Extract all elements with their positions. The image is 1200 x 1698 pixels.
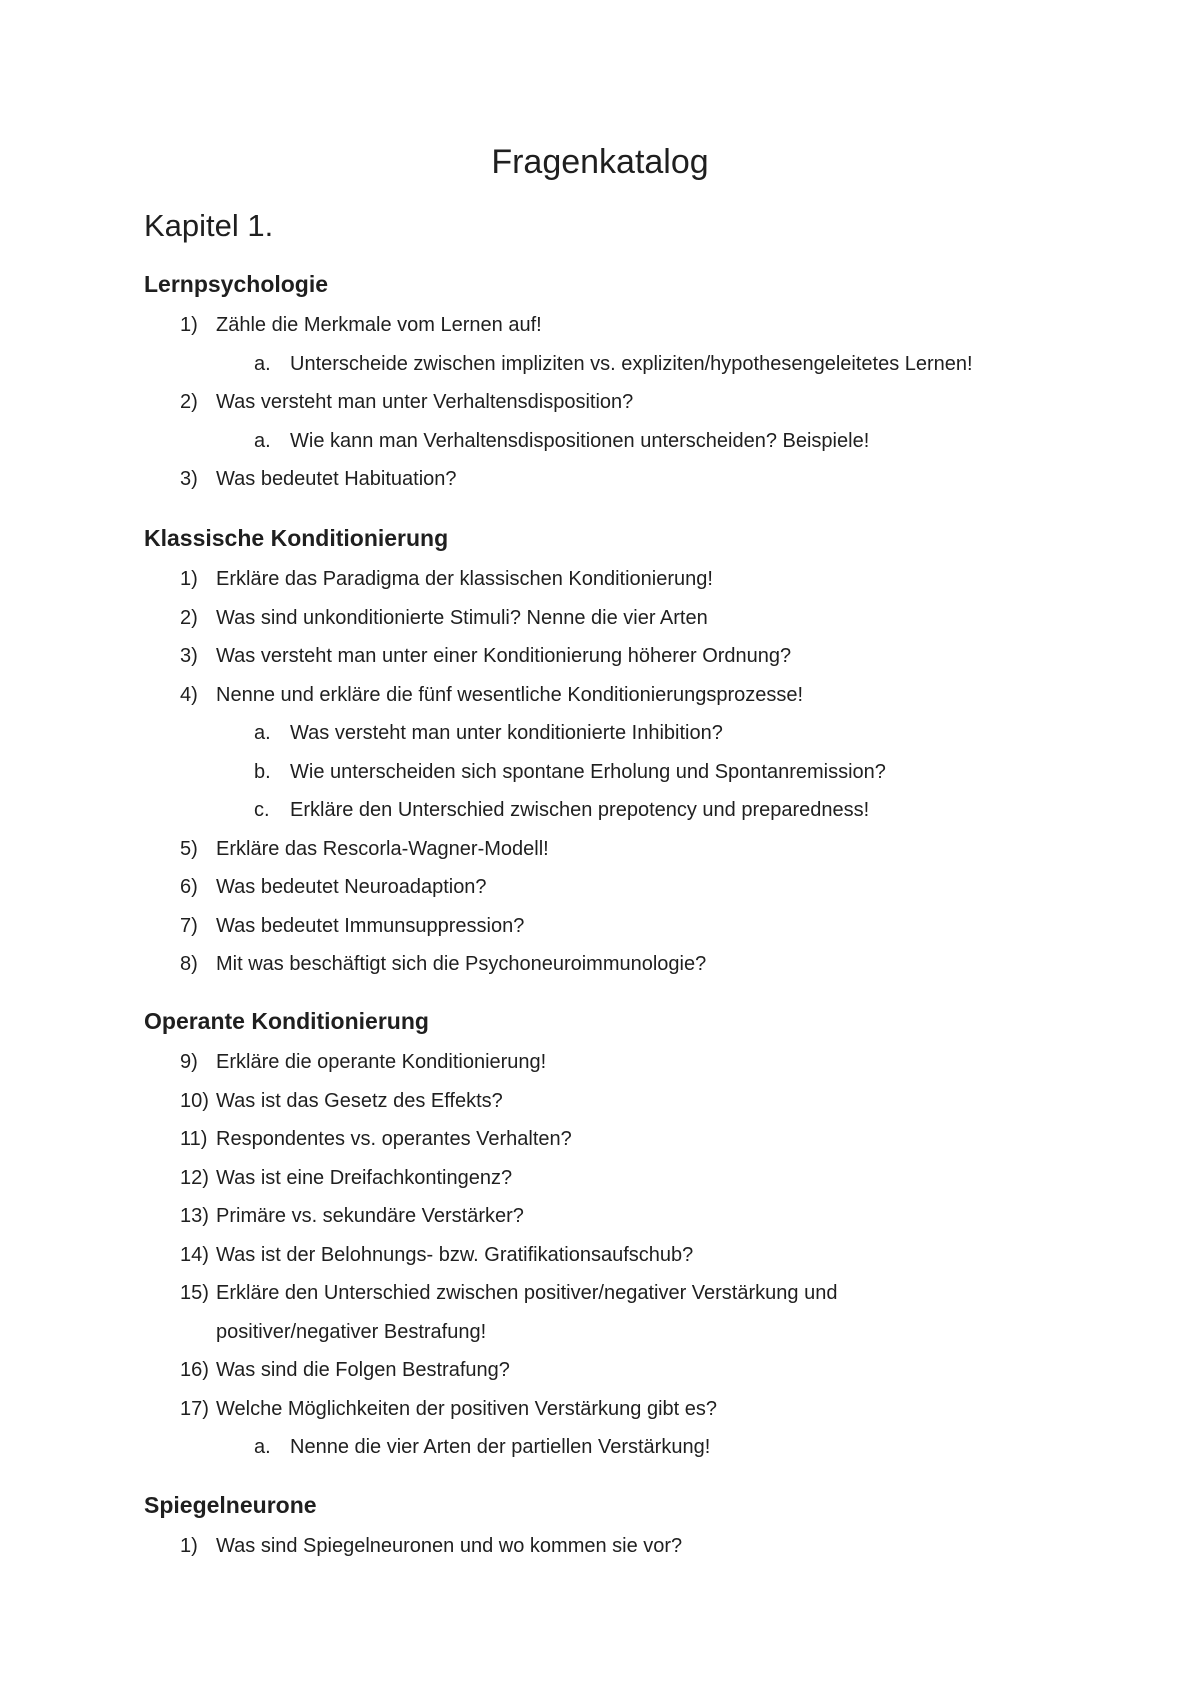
question-text: Was ist eine Dreifachkontingenz?: [216, 1166, 513, 1189]
question-number: 14): [180, 1243, 209, 1266]
question-number: 7): [180, 914, 198, 937]
question-item: [144, 1390, 1104, 1429]
question-item: [144, 907, 1104, 946]
question-text: Mit was beschäftigt sich die Psychoneuroimmunologie?: [216, 953, 707, 975]
section-lernpsychologie: [144, 268, 1104, 499]
section-spiegelneurone: [144, 1489, 1104, 1566]
sub-question-letter: a.: [254, 722, 271, 744]
document-title: Fragenkatalog: [491, 143, 709, 181]
question-number: 2): [180, 391, 198, 413]
question-item: [144, 868, 1104, 907]
question-number: 8): [180, 953, 198, 975]
question-number: 3): [180, 468, 198, 490]
sub-question-letter: b.: [254, 760, 271, 783]
question-text: Respondentes vs. operantes Verhalten?: [216, 1128, 572, 1150]
section-heading: Operante Konditionierung: [144, 1008, 429, 1034]
question-number: 4): [180, 683, 198, 706]
question-text: Erkläre das Paradigma der klassischen Konditionierung!: [216, 568, 713, 590]
chapter-heading: Kapitel 1.: [144, 208, 274, 243]
sub-question-item: [144, 753, 1104, 792]
sub-question-letter: c.: [254, 799, 270, 821]
question-text: Erkläre das Rescorla-Wagner-Modell!: [216, 837, 549, 860]
sub-question-item: [144, 345, 1104, 384]
question-item: [144, 1043, 1104, 1082]
question-item: [144, 599, 1104, 638]
sub-question-text: Nenne die vier Arten der partiellen Verstärkung!: [290, 1436, 711, 1458]
question-item: [144, 1236, 1104, 1275]
question-item: [144, 460, 1104, 499]
question-item: [144, 1197, 1104, 1236]
question-text: Was versteht man unter einer Konditionierung höherer Ordnung?: [216, 645, 792, 667]
sub-question-text: Wie kann man Verhaltensdispositionen unterscheiden? Beispiele!: [290, 429, 870, 452]
section-heading: Spiegelneurone: [144, 1492, 317, 1518]
question-number: 6): [180, 876, 198, 898]
question-number: 5): [180, 837, 198, 860]
section-heading: Lernpsychologie: [144, 271, 329, 297]
sub-question-text: Erkläre den Unterschied zwischen prepotency und preparedness!: [290, 799, 870, 821]
question-number: 1): [180, 314, 198, 336]
question-item: [144, 1527, 1104, 1566]
question-text: Was bedeutet Immunsuppression?: [216, 914, 525, 937]
question-number: 3): [180, 645, 198, 667]
question-text: Was sind unkonditionierte Stimuli? Nenne die vier Arten: [216, 606, 708, 629]
question-text: Primäre vs. sekundäre Verstärker?: [216, 1205, 524, 1227]
question-item: [144, 1120, 1104, 1159]
sub-question-text: Unterscheide zwischen impliziten vs. expliziten/hypothesengeleitetes Lernen!: [290, 352, 973, 375]
question-item: [144, 945, 1104, 984]
question-text: Erkläre den Unterschied zwischen positiver/negativer Verstärkung und positiver/negativer Bestrafung!: [216, 1282, 838, 1343]
sub-question-item: [144, 714, 1104, 753]
question-item: [144, 830, 1104, 869]
sub-question-letter: a.: [254, 1436, 271, 1458]
question-number: 15): [180, 1282, 209, 1304]
question-number: 12): [180, 1166, 209, 1189]
question-number: 16): [180, 1359, 209, 1381]
sub-question-text: Wie unterscheiden sich spontane Erholung und Spontanremission?: [290, 760, 886, 783]
question-text: Erkläre die operante Konditionierung!: [216, 1051, 547, 1073]
question-text: Was sind die Folgen Bestrafung?: [216, 1359, 510, 1381]
question-item: [144, 676, 1104, 715]
question-item: [144, 560, 1104, 599]
question-text: Was bedeutet Habituation?: [216, 468, 457, 490]
question-number: 13): [180, 1205, 209, 1227]
question-text: Was bedeutet Neuroadaption?: [216, 876, 487, 898]
question-number: 1): [180, 568, 198, 590]
sub-question-letter: a.: [254, 352, 271, 375]
question-number: 9): [180, 1051, 198, 1073]
question-number: 17): [180, 1397, 209, 1420]
section-heading: Klassische Konditionierung: [144, 525, 449, 551]
sub-question-item: [144, 791, 1104, 830]
question-text: Was ist der Belohnungs- bzw. Gratifikationsaufschub?: [216, 1243, 694, 1266]
sub-question-item: [144, 1428, 1104, 1467]
question-item: [144, 383, 1104, 422]
question-item: [144, 306, 1104, 345]
question-number: 2): [180, 606, 198, 629]
question-text: Was sind Spiegelneuronen und wo kommen sie vor?: [216, 1535, 683, 1557]
question-item: [144, 1274, 1104, 1351]
sub-question-letter: a.: [254, 429, 271, 452]
question-text: Nenne und erkläre die fünf wesentliche Konditionierungsprozesse!: [216, 683, 804, 706]
question-text: Zähle die Merkmale vom Lernen auf!: [216, 314, 542, 336]
question-item: [144, 1082, 1104, 1121]
sub-question-item: [144, 422, 1104, 461]
question-number: 10): [180, 1089, 209, 1112]
question-number: 11): [180, 1128, 208, 1150]
question-text: Was ist das Gesetz des Effekts?: [216, 1089, 503, 1112]
question-text: Welche Möglichkeiten der positiven Verstärkung gibt es?: [216, 1397, 718, 1420]
sub-question-text: Was versteht man unter konditionierte Inhibition?: [290, 722, 723, 744]
section-klassische-konditionierung: [144, 522, 1104, 984]
question-item: [144, 1351, 1104, 1390]
section-operante-konditionierung: [144, 1005, 1104, 1467]
question-text: Was versteht man unter Verhaltensdisposition?: [216, 391, 634, 413]
question-item: [144, 637, 1104, 676]
question-item: [144, 1159, 1104, 1198]
question-number: 1): [180, 1535, 198, 1557]
